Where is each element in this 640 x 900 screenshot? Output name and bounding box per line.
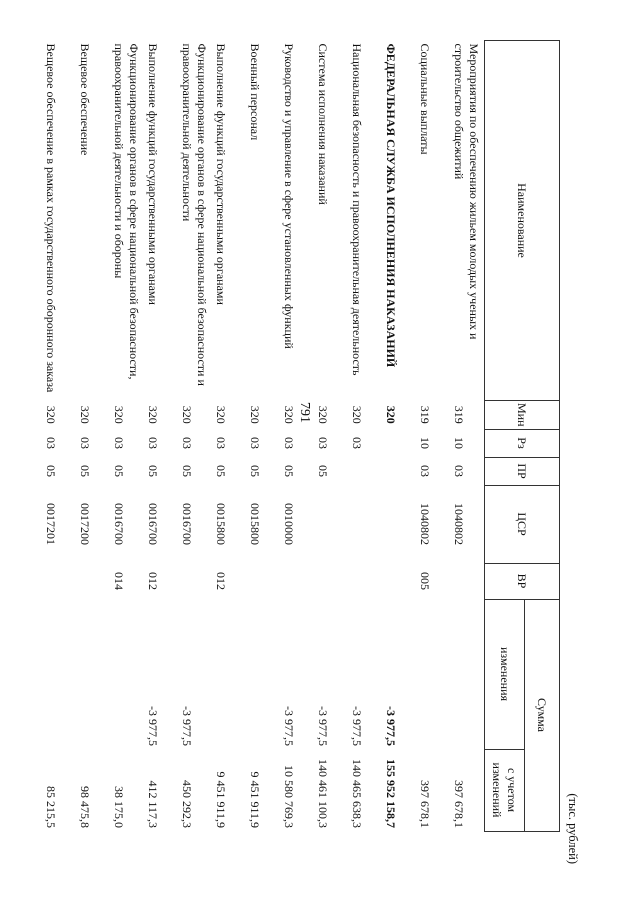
table-row — [383, 41, 417, 832]
row-name: Вещевое обеспечение в рамках государственного оборонного заказа — [44, 43, 59, 393]
table-header — [485, 41, 560, 832]
header-name: Наименование — [485, 41, 560, 401]
row-min: 320 — [112, 405, 127, 424]
row-total: 85 215,5 — [44, 786, 59, 829]
row-changes — [111, 599, 145, 749]
header-changes: изменения — [485, 599, 525, 749]
row-pr: 05 — [44, 465, 59, 478]
row-name: Вещевое обеспечение — [78, 43, 93, 156]
row-rz: 03 — [248, 437, 263, 450]
row-changes — [417, 599, 451, 749]
row-changes: -3 977,5 — [146, 706, 161, 747]
row-name: Функционирование органов в сфере национальной безопасности и правоохранительной деятельности — [180, 43, 210, 386]
header-csr: ЦСР — [485, 485, 560, 563]
row-rz: 03 — [112, 437, 127, 450]
row-total: 450 292,3 — [180, 780, 195, 829]
row-name: Руководство и управление в сфере установленных функций — [282, 43, 297, 349]
row-rz: 10 — [418, 437, 433, 450]
header-vr: ВР — [485, 563, 560, 599]
row-pr: 05 — [78, 465, 93, 478]
row-min: 319 — [418, 405, 433, 424]
row-rz: 03 — [282, 437, 297, 450]
table-row — [43, 41, 77, 832]
row-pr: 03 — [452, 465, 467, 478]
table-row — [111, 41, 145, 832]
row-min: 320 — [180, 405, 195, 424]
row-csr: 1040802 — [452, 503, 467, 546]
row-min: 320 — [282, 405, 297, 424]
row-changes: -3 977,5 — [180, 706, 195, 747]
row-csr — [383, 485, 417, 563]
row-total: 397 678,1 — [418, 780, 433, 829]
table-body — [43, 41, 485, 832]
row-pr: 05 — [316, 465, 331, 478]
table-row — [417, 41, 451, 832]
row-total: 140 461 100,3 — [316, 759, 331, 829]
row-csr: 0016700 — [180, 503, 195, 546]
table-row — [247, 41, 281, 832]
row-min: 320 — [316, 405, 331, 424]
table-row — [315, 41, 349, 832]
row-rz: 03 — [44, 437, 59, 450]
row-total: 9 451 911,9 — [248, 771, 263, 829]
row-min: 320 — [384, 405, 399, 424]
row-total: 412 117,3 — [146, 780, 161, 829]
row-name: Выполнение функций государственными органами — [214, 43, 229, 305]
row-total: 38 175,0 — [112, 786, 127, 829]
row-min: 320 — [44, 405, 59, 424]
row-csr: 1040802 — [418, 503, 433, 546]
row-csr: 0017200 — [78, 503, 93, 546]
row-rz: 03 — [180, 437, 195, 450]
row-vr: 012 — [146, 572, 161, 591]
row-rz: 03 — [316, 437, 331, 450]
row-csr: 0016700 — [112, 503, 127, 546]
row-changes — [213, 599, 247, 749]
row-csr — [315, 485, 349, 563]
row-changes: -3 977,5 — [282, 706, 297, 747]
table-row — [213, 41, 247, 832]
row-vr: 005 — [418, 572, 433, 591]
row-csr: 0017201 — [44, 503, 59, 546]
row-pr: 03 — [418, 465, 433, 478]
budget-table — [43, 40, 561, 832]
header-min: Мин — [485, 401, 560, 430]
units-note: (тыс. рублей) — [566, 793, 580, 864]
row-total: 397 678,1 — [452, 780, 467, 829]
row-changes: -3 977,5 — [316, 706, 331, 747]
table-row — [451, 41, 485, 832]
table-row — [349, 41, 383, 832]
row-rz: 03 — [78, 437, 93, 450]
row-changes — [451, 599, 485, 749]
row-pr: 05 — [282, 465, 297, 478]
header-sum: Сумма — [525, 599, 560, 831]
row-total: 9 451 911,9 — [214, 771, 229, 829]
row-changes — [77, 599, 111, 749]
row-changes — [43, 599, 77, 749]
row-name: Социальные выплаты — [418, 43, 433, 155]
row-vr — [247, 563, 281, 599]
row-pr: 05 — [214, 465, 229, 478]
row-vr — [77, 563, 111, 599]
row-name: Выполнение функций государственными органами — [146, 43, 161, 305]
header-rz: Рз — [485, 429, 560, 457]
row-vr — [451, 563, 485, 599]
table-row — [179, 41, 213, 832]
row-name: Военный персонал — [248, 43, 263, 141]
row-vr — [43, 563, 77, 599]
row-pr: 05 — [146, 465, 161, 478]
row-changes — [247, 599, 281, 749]
row-min: 319 — [452, 405, 467, 424]
row-pr: 05 — [112, 465, 127, 478]
row-csr: 0015800 — [214, 503, 229, 546]
row-vr — [383, 563, 417, 599]
row-vr — [349, 563, 383, 599]
row-pr: 05 — [180, 465, 195, 478]
row-min: 320 — [146, 405, 161, 424]
header-pr: ПР — [485, 457, 560, 485]
row-vr — [281, 563, 315, 599]
row-name: Система исполнения наказаний — [316, 43, 331, 205]
row-csr — [349, 485, 383, 563]
row-vr: 014 — [112, 572, 127, 591]
table-row — [77, 41, 111, 832]
row-total: 155 952 158,7 — [384, 759, 399, 829]
row-vr — [315, 563, 349, 599]
row-name: Национальная безопасность и правоохранительная деятельность — [350, 43, 365, 376]
row-rz: 03 — [214, 437, 229, 450]
table-row — [145, 41, 179, 832]
row-pr: 05 — [248, 465, 263, 478]
row-min: 320 — [350, 405, 365, 424]
row-vr — [179, 563, 213, 599]
row-total: 10 580 769,3 — [282, 765, 297, 829]
row-csr: 0015800 — [248, 503, 263, 546]
row-min: 320 — [248, 405, 263, 424]
row-rz: 03 — [350, 437, 365, 450]
row-min: 320 — [214, 405, 229, 424]
row-pr — [349, 457, 383, 485]
row-name: Мероприятия по обеспечению жильем молодых ученых и строительство общежитий — [452, 43, 482, 340]
row-name: Функционирование органов в сфере национальной безопасности, правоохранительной деятельности и обороны — [112, 43, 142, 380]
row-csr: 0010000 — [282, 503, 297, 546]
rotated-content — [44, 40, 580, 870]
row-rz — [383, 429, 417, 457]
row-changes: -3 977,5 — [384, 706, 399, 747]
row-changes: -3 977,5 — [350, 706, 365, 747]
row-vr: 012 — [214, 572, 229, 591]
row-total: 140 465 638,3 — [350, 759, 365, 829]
row-csr: 0016700 — [146, 503, 161, 546]
row-total: 98 475,8 — [78, 786, 93, 829]
row-rz: 10 — [452, 437, 467, 450]
row-pr — [383, 457, 417, 485]
row-min: 320 — [78, 405, 93, 424]
row-rz: 03 — [146, 437, 161, 450]
header-with-changes: с учетом изменений — [485, 749, 525, 831]
table-row — [281, 41, 315, 832]
page-number: 791 — [297, 402, 312, 423]
row-name: ФЕДЕРАЛЬНАЯ СЛУЖБА ИСПОЛНЕНИЯ НАКАЗАНИЙ — [384, 43, 399, 368]
